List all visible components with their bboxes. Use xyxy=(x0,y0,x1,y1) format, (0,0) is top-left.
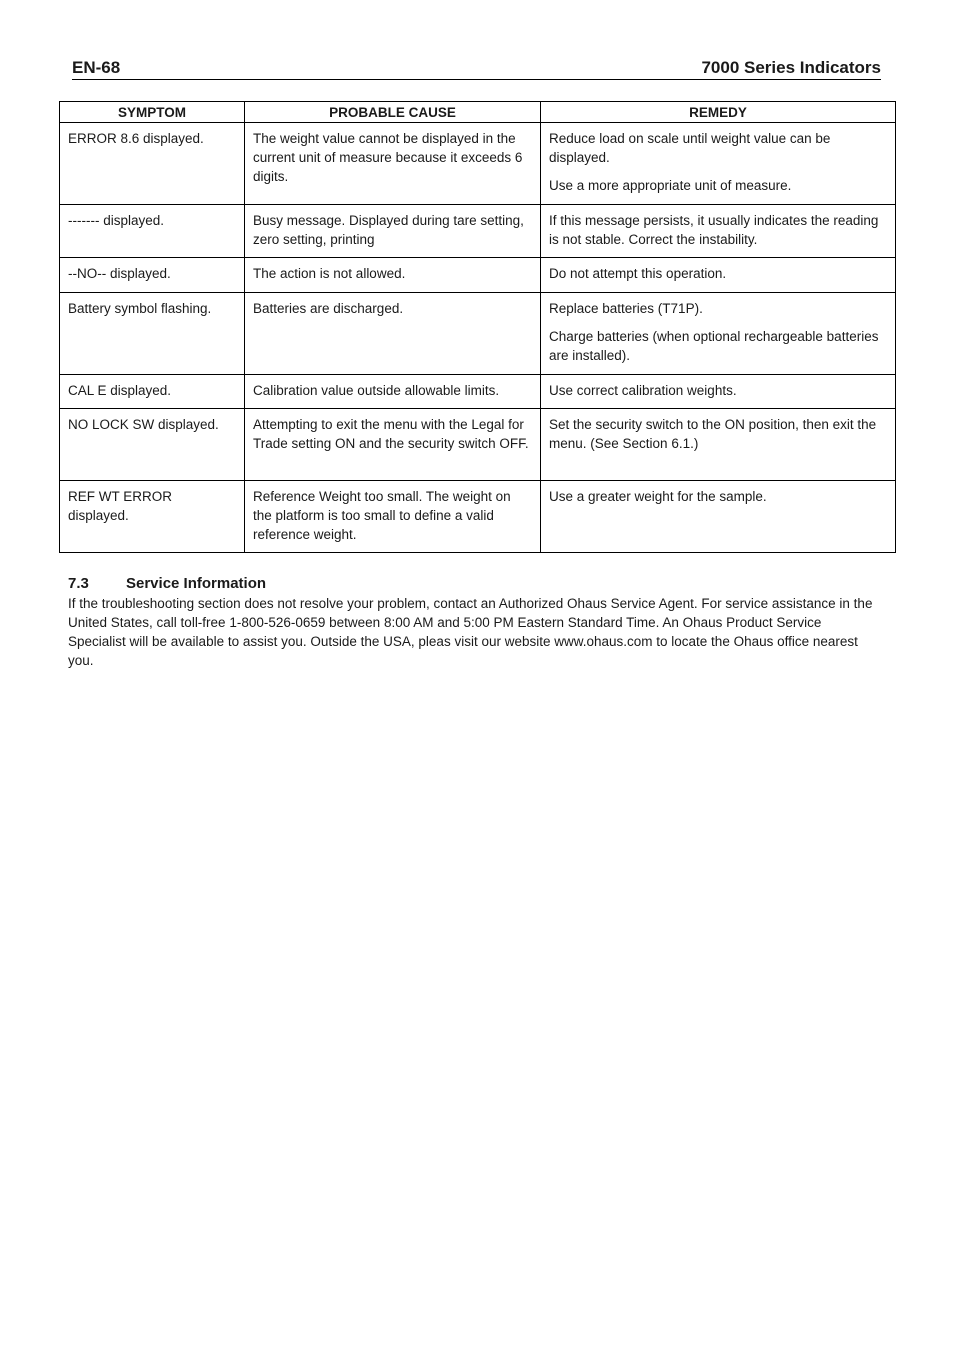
remedy-text: Reduce load on scale until weight value can be displayed. xyxy=(549,131,831,165)
section-body: If the troubleshooting section does not resolve your problem, contact an Authorized Ohaus Service Agent. For service assistance in the United States, call toll-free 1-800-526-0659 between 8:00 AM and 5:00 PM Eastern Standard Time. An Ohaus Product Service Specialist will be available to assist you. Outside the USA, pleas visit our website www.ohaus.com to locate the Ohaus office nearest you. xyxy=(68,596,873,668)
remedy-text: Replace batteries (T71P). xyxy=(549,301,703,316)
troubleshooting-table xyxy=(59,101,896,553)
remedy-cell xyxy=(541,258,896,293)
remedy-text: Charge batteries (when optional rechargeable batteries are installed). xyxy=(549,329,879,363)
cause-cell: The weight value cannot be displayed in the current unit of measure because it exceeds 6 digits. xyxy=(245,123,541,205)
symptom-cell: ------- displayed. xyxy=(60,205,245,258)
table-row xyxy=(60,293,896,375)
service-information-section xyxy=(68,574,880,670)
remedy-cell xyxy=(541,123,896,205)
column-header-probable-cause: PROBABLE CAUSE xyxy=(245,102,541,123)
remedy-text: Use correct calibration weights. xyxy=(549,383,737,398)
remedy-cell xyxy=(541,409,896,481)
remedy-cell xyxy=(541,375,896,409)
table-row xyxy=(60,375,896,409)
document-title: 7000 Series Indicators xyxy=(701,58,881,77)
cause-cell: Attempting to exit the menu with the Legal for Trade setting ON and the security switch OFF. xyxy=(245,409,541,481)
remedy-text: Use a more appropriate unit of measure. xyxy=(549,178,792,193)
remedy-cell xyxy=(541,481,896,553)
symptom-cell: --NO-- displayed. xyxy=(60,258,245,293)
remedy-text: Set the security switch to the ON position, then exit the menu. (See Section 6.1.) xyxy=(549,417,877,451)
cause-cell: The action is not allowed. xyxy=(245,258,541,293)
column-header-symptom: SYMPTOM xyxy=(60,102,245,123)
table-row xyxy=(60,205,896,258)
symptom-cell: CAL E displayed. xyxy=(60,375,245,409)
section-heading xyxy=(68,574,880,594)
remedy-cell xyxy=(541,205,896,258)
symptom-cell: NO LOCK SW displayed. xyxy=(60,409,245,481)
cause-cell: Reference Weight too small. The weight on the platform is too small to define a valid reference weight. xyxy=(245,481,541,553)
table-row xyxy=(60,258,896,293)
symptom-cell: ERROR 8.6 displayed. xyxy=(60,123,245,205)
page-header xyxy=(72,58,881,80)
symptom-cell: Battery symbol flashing. xyxy=(60,293,245,375)
remedy-text: If this message persists, it usually indicates the reading is not stable. Correct the instability. xyxy=(549,213,879,247)
cause-cell: Calibration value outside allowable limits. xyxy=(245,375,541,409)
table-header-row xyxy=(60,102,896,123)
section-number: 7.3 xyxy=(68,575,89,592)
cause-cell: Batteries are discharged. xyxy=(245,293,541,375)
table-row xyxy=(60,481,896,553)
table-row xyxy=(60,123,896,205)
symptom-cell: REF WT ERROR displayed. xyxy=(60,481,245,553)
remedy-cell xyxy=(541,293,896,375)
remedy-text: Do not attempt this operation. xyxy=(549,266,727,281)
section-title: Service Information xyxy=(126,575,267,592)
page-number: EN-68 xyxy=(72,58,121,77)
remedy-text: Use a greater weight for the sample. xyxy=(549,489,767,504)
column-header-remedy: REMEDY xyxy=(541,102,896,123)
cause-cell: Busy message. Displayed during tare setting, zero setting, printing xyxy=(245,205,541,258)
table-row xyxy=(60,409,896,481)
